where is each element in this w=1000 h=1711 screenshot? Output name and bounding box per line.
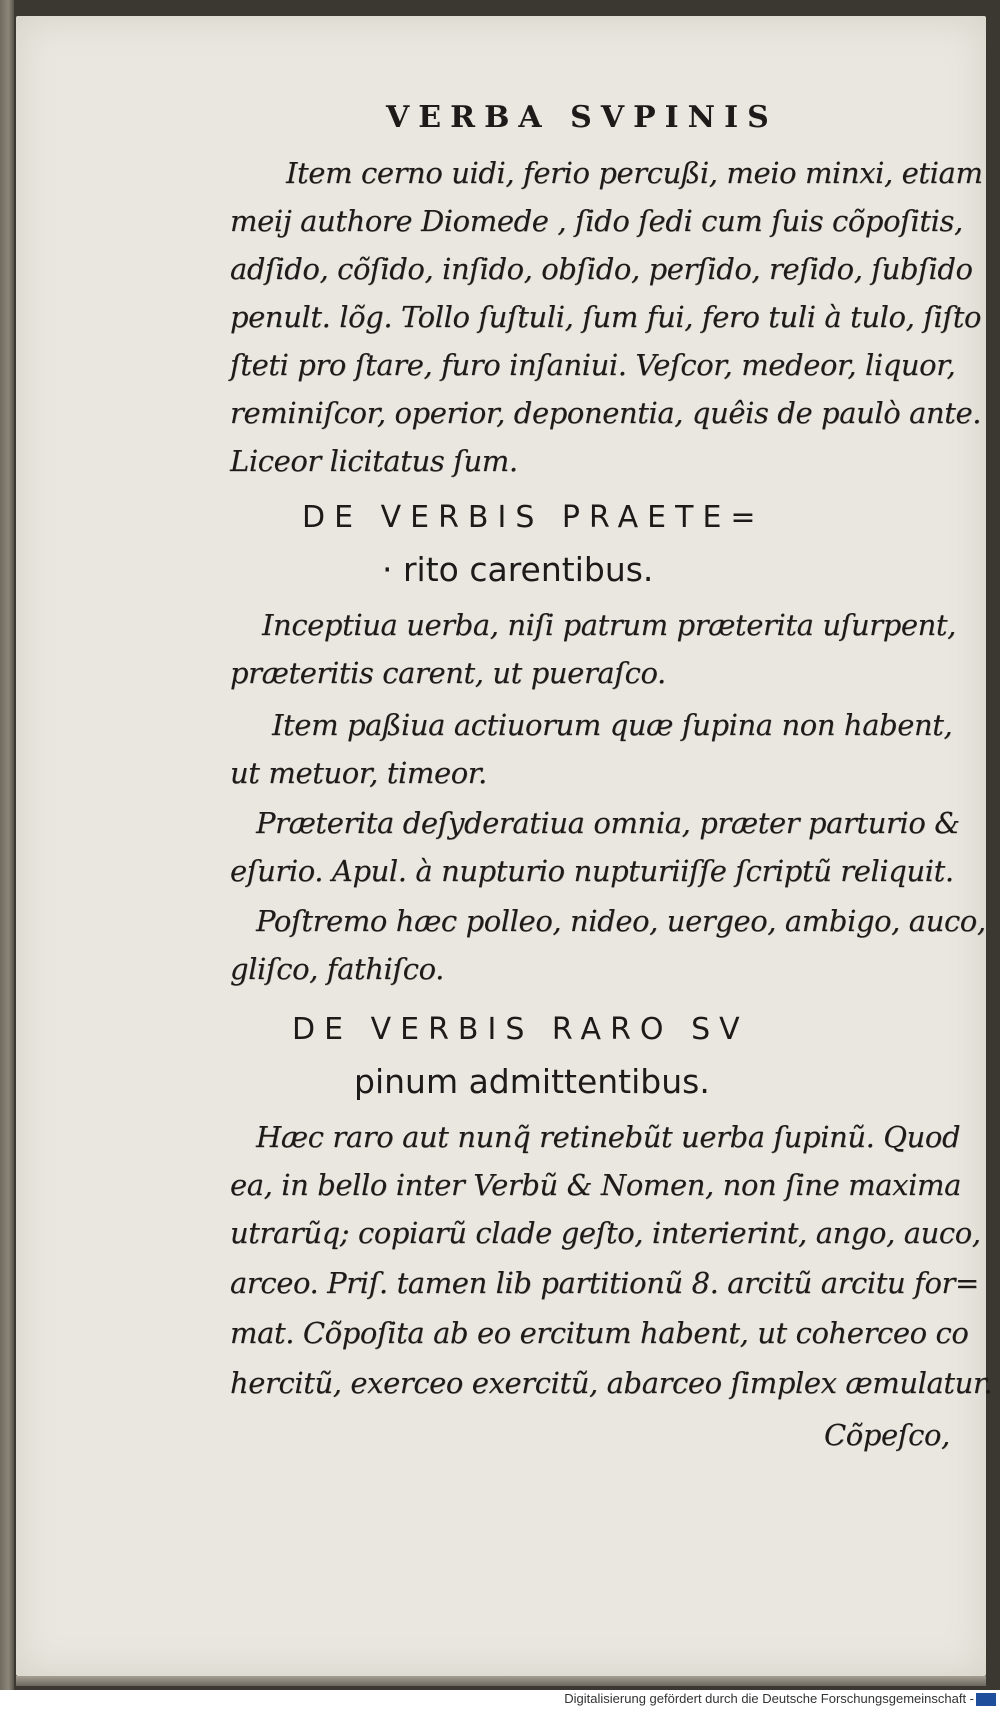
text-line: mat. Cõpoſita ab eo ercitum habent, ut coherceo co: [230, 1316, 969, 1350]
text-line: Liceor licitatus ſum.: [230, 444, 518, 478]
text-line: ea, in bello inter Verbũ & Nomen, non ſine maxima: [230, 1168, 961, 1202]
text-line: Præterita deſyderatiua omnia, præter parturio &: [256, 806, 960, 840]
footer-bar: [0, 1690, 1000, 1711]
text-line: præteritis carent, ut pueraſco.: [230, 656, 666, 690]
text-line: eſurio. Apul. à nupturio nupturiiſſe ſcriptũ reliquit.: [230, 854, 954, 888]
running-head: VERBA SVPINIS: [386, 100, 778, 135]
section-heading-2: DE VERBIS RARO SV: [292, 1012, 749, 1047]
text-line: utrarũq; copiarũ clade geſto, interierint, ango, auco,: [230, 1216, 981, 1250]
text-line: hercitũ, exerceo exercitũ, abarceo ſimplex æmulatur.: [230, 1366, 993, 1400]
text-line: ſteti pro ſtare, furo inſaniui. Veſcor, medeor, liquor,: [230, 348, 956, 382]
text-line: meij authore Diomede , ſido ſedi cum ſuis cõpoſitis,: [230, 204, 963, 238]
text-line: Inceptiua uerba, niſi patrum præterita uſurpent,: [262, 608, 956, 642]
text-line: gliſco, fathiſco.: [230, 952, 444, 986]
book-spine: [0, 0, 14, 1690]
funding-notice: Digitalisierung gefördert durch die Deutsche Forschungsgemeinschaft -: [564, 1691, 974, 1706]
text-line: Item paßiua actiuorum quæ ſupina non habent,: [272, 708, 953, 742]
section-heading-2-sub: pinum admittentibus.: [354, 1062, 710, 1101]
text-line: ut metuor, timeor.: [230, 756, 487, 790]
page-text: [16, 16, 993, 1676]
section-heading-1: DE VERBIS PRAETE=: [302, 500, 765, 535]
dfg-logo: [976, 1693, 996, 1706]
text-line: Hæc raro aut nunq̃ retinebũt uerba ſupinũ. Quod: [256, 1120, 961, 1154]
section-heading-1-sub: · rito carentibus.: [382, 550, 654, 589]
text-line: reminiſcor, operior, deponentia, quêis de paulò ante.: [230, 396, 982, 430]
text-line: arceo. Priſ. tamen lib partitionũ 8. arcitũ arcitu for=: [230, 1266, 979, 1300]
page-edge: [16, 1676, 986, 1686]
text-line: Poſtremo hæc polleo, nideo, uergeo, ambigo, auco,: [256, 904, 986, 938]
book-page: [16, 16, 993, 1676]
catchword: Cõpeſco,: [824, 1418, 950, 1452]
text-line: penult. lõg. Tollo ſuſtuli, ſum fui, fero tuli à tulo, ſiſto: [230, 300, 982, 334]
text-line: Item cerno uidi, ferio percußi, meio minxi, etiam: [286, 156, 983, 190]
text-line: adſido, cõſido, inſido, obſido, perſido, reſido, ſubſido: [230, 252, 973, 286]
